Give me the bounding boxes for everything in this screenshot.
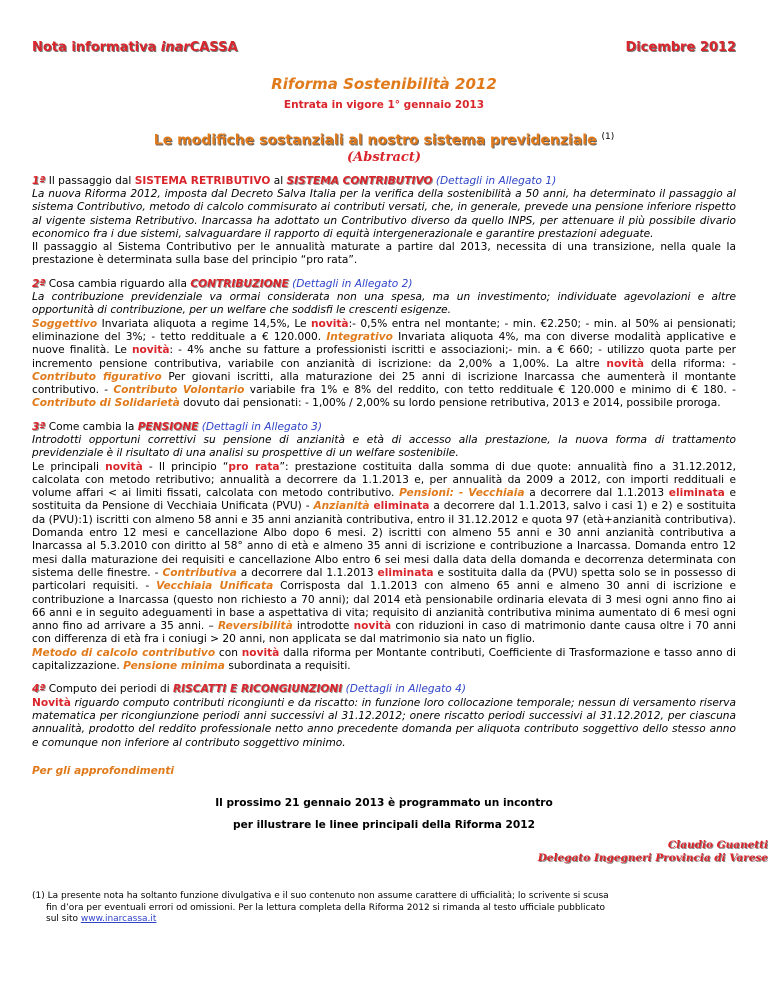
- abstract-label: (Abstract): [347, 149, 421, 165]
- event-line-1: Il prossimo 21 gennaio 2013 è programmato un incontro: [215, 796, 553, 809]
- allegato-4-link[interactable]: (Dettagli in Allegato 4): [342, 683, 466, 696]
- section-1-heading: 1ª Il passaggio dal SISTEMA RETRIBUTIVO al SISTEMA CONTRIBUTIVO (Dettagli in Allegato 1): [32, 174, 557, 187]
- document-page: [32, 40, 736, 831]
- signature-role: Delegato Ingegneri Provincia di Varese: [537, 852, 768, 864]
- inarcassa-link[interactable]: www.inarcassa.it: [80, 914, 157, 924]
- allegato-2-link[interactable]: (Dettagli in Allegato 2): [288, 277, 413, 290]
- section-2-heading: 2ª Cosa cambia riguardo alla CONTRIBUZIONE (Dettagli in Allegato 2): [32, 277, 413, 290]
- section-1-intro: La nuova Riforma 2012, imposta dal Decreto Salva Italia per la verifica della sostenibilità a 50 anni, ha determinato il passaggio al sistema Contributivo, metodo di calcolo commisurato ai contributi versati, che, in generale, prevede una pensione inferiore rispetto al vigente sistema Retributivo. Inarcassa ha adottato un Contributivo diverso da quello INPS, per attenuare il più possibile divario economico fra i due sistemi, salvaguardare il rapporto di equità intergenerazionale e garantire prestazioni adeguate.: [32, 187, 736, 240]
- section-1-text: Il passaggio al Sistema Contributivo per le annualità maturate a partire dal 2013, necessita di una transizione, nella quale la prestazione è determinata sulla base del principio “pro rata”.: [32, 241, 736, 267]
- signature: [538, 839, 768, 865]
- section-4: [32, 683, 736, 749]
- approfondimenti-label: Per gli approfondimenti: [32, 764, 175, 777]
- document-title: Riforma Sostenibilità 2012: [271, 75, 497, 93]
- event-line-2: per illustrare le linee principali della Riforma 2012: [232, 818, 536, 831]
- main-heading: Le modifiche sostanziali al nostro sistema previdenziale $^{(1)}$: [153, 132, 615, 149]
- footnote-ref: (1): [601, 132, 615, 142]
- section-3-heading: 3ª Come cambia la PENSIONE (Dettagli in Allegato 3): [32, 420, 323, 433]
- allegato-1-link[interactable]: (Dettagli in Allegato 1): [432, 174, 557, 187]
- header: [32, 40, 736, 55]
- section-4-text: Novità riguardo computo contributi ricongiunti e da riscatto: in funzione loro collocazione temporale; nessun di versamento riserva matematica per ricongiunzione periodi anni successivi al 31.12.2012; onere riscatto periodi successivi al 31.12.2012, per ciascuna annualità, prodotto del reddito professionale netto anno precedente domanda per aliquota contributo soggettivo dello stesso anno e comunque non inferiore al contributo soggettivo minimo.: [32, 696, 736, 749]
- section-3-method: Metodo di calcolo contributivo con novità dalla riforma per Montante contributi, Coefficiente di Trasformazione e tasso anno di capitalizzazione. Pensione minima subordinata a requisiti.: [32, 646, 736, 673]
- section-3: [32, 421, 736, 674]
- header-left: Nota informativa inarCASSA: [32, 40, 238, 55]
- allegato-3-link[interactable]: (Dettagli in Allegato 3): [198, 420, 323, 433]
- header-date: Dicembre 2012: [625, 40, 736, 55]
- section-1: [32, 175, 736, 268]
- section-2: [32, 278, 736, 411]
- document-subtitle: Entrata in vigore 1° gennaio 2013: [283, 99, 485, 111]
- section-3-text: Le principali novità - Il principio “pro rata”: prestazione costituita dalla somma di due quote: annualità fino a 31.12.2012, calcolata con metodo retributivo; annualità a decorrere da 1.1.2013 e, per annualità da 2009 a 2012, con importi reddituali e volume affari < ai limiti fissati, calcolata con metodo contributivo. Pensioni: - Vecchiaia a decorrere dal 1.1.2013 eliminata e sostituita da Pensione di Vecchiaia Unificata (PVU) - Anzianità eliminata a decorrere dal 1.1.2013, salvo i casi 1) e 2) e sostituita da (PVU):1) iscritti con almeno 58 anni e 35 anni anzianità contributiva, entro il 31.12.2012 e quota 97 (età+anzianità contributiva). Domanda entro 12 mesi e cancellazione Albo dopo 6 mesi. 2) iscritti con almeno 55 anni e 30 anni anzianità contributiva a Inarcassa al 5.3.2010 con diritto al 58° anno di età e almeno 35 anni di iscrizione e contribuzione a Inarcassa. Domanda entro 12 mesi dalla maturazione dei requisiti e cancellazione Albo entro 6 sei mesi dalla data della domanda e decorrenza determinata con sistema delle finestre. - Contributiva a decorrere dal 1.1.2013 eliminata e sostituita dalla da (PVU) spetta solo se in possesso di particolari requisiti. - Vecchiaia Unificata Corrisposta dal 1.1.2013 con almeno 65 anni e almeno 30 anni di iscrizione e contribuzione a Inarcassa (questo non richiesto a 70 anni); dal 2014 età pensionabile ordinaria elevata di 3 mesi ogni anno fino ai 66 anni e in seguito adeguamenti in base a aspettativa di vita; requisito di anzianità contributiva minima aumentato di 6 mesi ogni anno fino ad arrivare a 35 anni. – Reversibilità introdotte novità con riduzioni in caso di matrimonio dante causa oltre i 70 anni con differenza di età fra i coniugi > 20 anni, non applicata se dal matrimonio sia nato un figlio.: [32, 460, 737, 646]
- signature-name: Claudio Guanetti: [667, 839, 768, 851]
- section-4-heading: 4ª Computo dei periodi di RISCATTI E RICONGIUNZIONI (Dettagli in Allegato 4): [32, 683, 466, 696]
- footnote-mark: (1): [32, 891, 45, 901]
- section-2-text: Soggettivo Invariata aliquota a regime 14,5%, Le novità:- 0,5% entra nel montante; - min. €2.250; - min. al 50% ai pensionati; eliminazione del 3%; - tetto reddituale a € 120.000. Integrativo Invariata aliquota 4%, ma con diverse modalità applicative e nuove finalità. Le novità: - 4% anche su fatture a professionisti iscritti e associazioni;- min. a € 660; - utilizzo quota parte per incremento pensione contributiva, variabile con anzianità di iscrizione: da 2,00% a 1,00%. La altre novità della riforma: - Contributo figurativo Per giovani iscritti, alla maturazione dei 25 anni di iscrizione Inarcassa che aumenterà il montante contributivo. - Contributo Volontario variabile fra 1% e 8% del reddito, con tetto reddituale € 120.000 e minimo di € 180. - Contributo di Solidarietà dovuto dai pensionati: - 1,00% / 2,00% su lordo pensione retributiva, 2013 e 2014, possibile proroga.: [32, 317, 736, 410]
- section-3-intro: Introdotti opportuni correttivi su pensione di anzianità e età di accesso alla prestazione, la nuova forma di trattamento previdenziale è il risultato di una analisi su prospettive di un welfare sostenibile.: [32, 434, 736, 460]
- footnote: (1) La presente nota ha soltanto funzione divulgativa e il suo contenuto non assume carattere di ufficialità; lo scrivente si scusa fin d’ora per eventuali errori od omissioni. Per la lettura completa della Riforma 2012 si rimanda al testo ufficiale pubblicato sul sito www.inarcassa.it: [32, 891, 609, 924]
- section-2-intro: La contribuzione previdenziale va ormai considerata non una spesa, ma un investimento; individuate agevolazioni e altre opportunità di contribuzione, per un welfare che soddisfi le crescenti esigenze.: [32, 291, 736, 317]
